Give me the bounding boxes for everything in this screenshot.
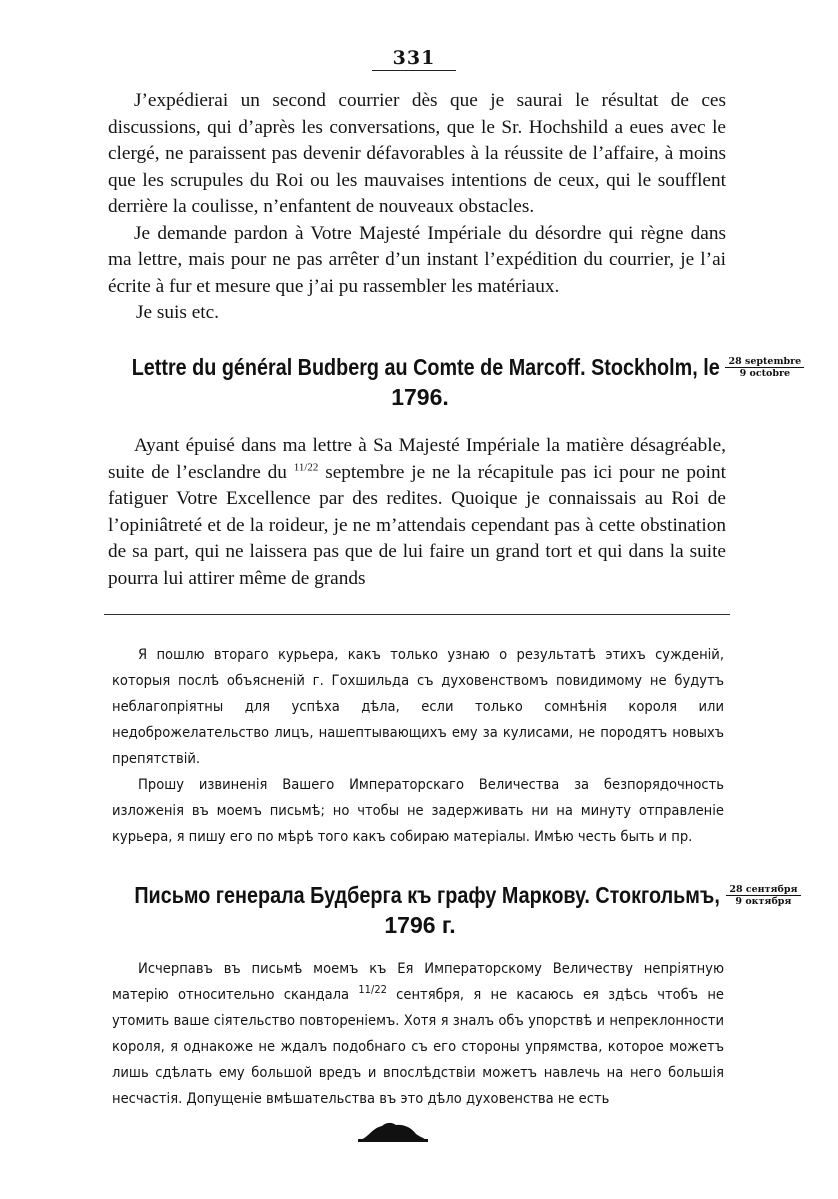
french-letter-heading <box>100 352 802 412</box>
french-heading-year: 1796. <box>391 384 449 410</box>
french-date-bottom: 9 octobre <box>739 367 791 379</box>
russian-body-before: Исчерпавъ въ письмѣ моемъ къ Ея Императорскому Величеству непріятную матерію относительно скандала <box>112 960 724 1003</box>
french-heading-title: Lettre du général Budberg au Comte de Marcoff. Stockholm, le <box>131 354 720 380</box>
russian-paragraph-2: Прошу извиненія Вашего Императорскаго Величества за безпорядочность изложенія въ моемъ письмѣ; но чтобы не задерживать ни на минуту отправленіе курьера, я пишу его по мѣрѣ того какъ собираю матеріалы. Имѣю честь быть и пр. <box>112 776 724 845</box>
french-date-fraction: 11/22 <box>293 461 319 474</box>
ornament-icon <box>358 1120 428 1142</box>
page-number-rule <box>372 70 456 71</box>
russian-paragraph-1: Я пошлю втораго курьера, какъ только узнаю о результатѣ этихъ сужденій, которыя послѣ объясненій г. Гохшильда съ духовенствомъ повидимому не будутъ неблагопріятны для успѣха дѣла, если только сомнѣнія короля или недоброжелательство лицъ, нашептывающихъ ему за кулисами, не породятъ новыхъ препятствій. <box>112 646 724 767</box>
russian-heading-title: Письмо генерала Будберга къ графу Маркову. Стокгольмъ, <box>134 882 721 908</box>
russian-body-after: сентября, я не касаюсь ея здѣсь чтобъ не утомить ваше сіятельство повтореніемъ. Хотя я зналъ объ упорствѣ и непреклонности короля, я однакоже не ждалъ подобнаго съ его стороны упрямства, которое можетъ лишь сдѣлать ему большой вредъ и впослѣдствіи можетъ навлечь на него большія несчастія. Допущеніе вмѣшательства въ это дѣло духовенства не есть <box>112 986 725 1107</box>
french-paragraph-2: Je demande pardon à Votre Majesté Impériale du désordre qui règne dans ma lettre, mais pour ne pas arrêter d’un instant l’expédition du courrier, je l’ai écrite à fur et mesure que j’ai pu rassembler les matériaux. <box>108 222 726 297</box>
russian-heading-year: 1796 г. <box>384 912 456 938</box>
french-heading-date <box>725 356 804 379</box>
french-body-before: Ayant épuisé dans ma lettre à Sa Majesté Impériale la matière désagréable, suite de l’esclandre du <box>108 435 726 483</box>
footnote-divider <box>104 614 730 615</box>
russian-letter-body <box>112 956 724 1112</box>
french-paragraph-1: J’expédierai un second courrier dès que je saurai le résultat de ces discussions, qui d’après les conversations, que le Sr. Hochshild a eues avec le clergé, ne paraissent pas devenir défavorables à la réussite de l’affaire, à moins que les scrupules du Roi ou les mauvaises intentions de ceux, qui le soufflent derrière la coulisse, n’enfantent de nouveaux obstacles. <box>108 90 726 217</box>
russian-letter-heading <box>100 880 798 940</box>
russian-heading-date <box>726 884 800 907</box>
russian-body-paragraph <box>112 956 724 1112</box>
russian-letter-end <box>112 642 724 850</box>
russian-date-fraction: 11/22 <box>358 983 387 997</box>
russian-date-bottom: 9 октября <box>735 895 792 907</box>
french-letter-body <box>108 433 726 592</box>
french-body-paragraph <box>108 433 726 592</box>
french-date-top: 28 septembre <box>725 356 804 368</box>
russian-date-top: 28 сентября <box>726 884 800 896</box>
french-salutation: Je suis etc. <box>136 302 219 323</box>
french-body-after: septembre je ne la récapitule pas ici pour ne point fatiguer Votre Excellence par des redites. Quoique je connaissais au Roi de l’opiniâtreté et de la roideur, je ne m’attendais cependant pas à cette obstination de sa part, qui ne laissera pas que de lui faire un grand tort et qui dans la suite pourra lui attirer même de grands <box>108 461 726 589</box>
page-number: 331 <box>392 47 436 69</box>
french-letter-end <box>108 88 726 327</box>
